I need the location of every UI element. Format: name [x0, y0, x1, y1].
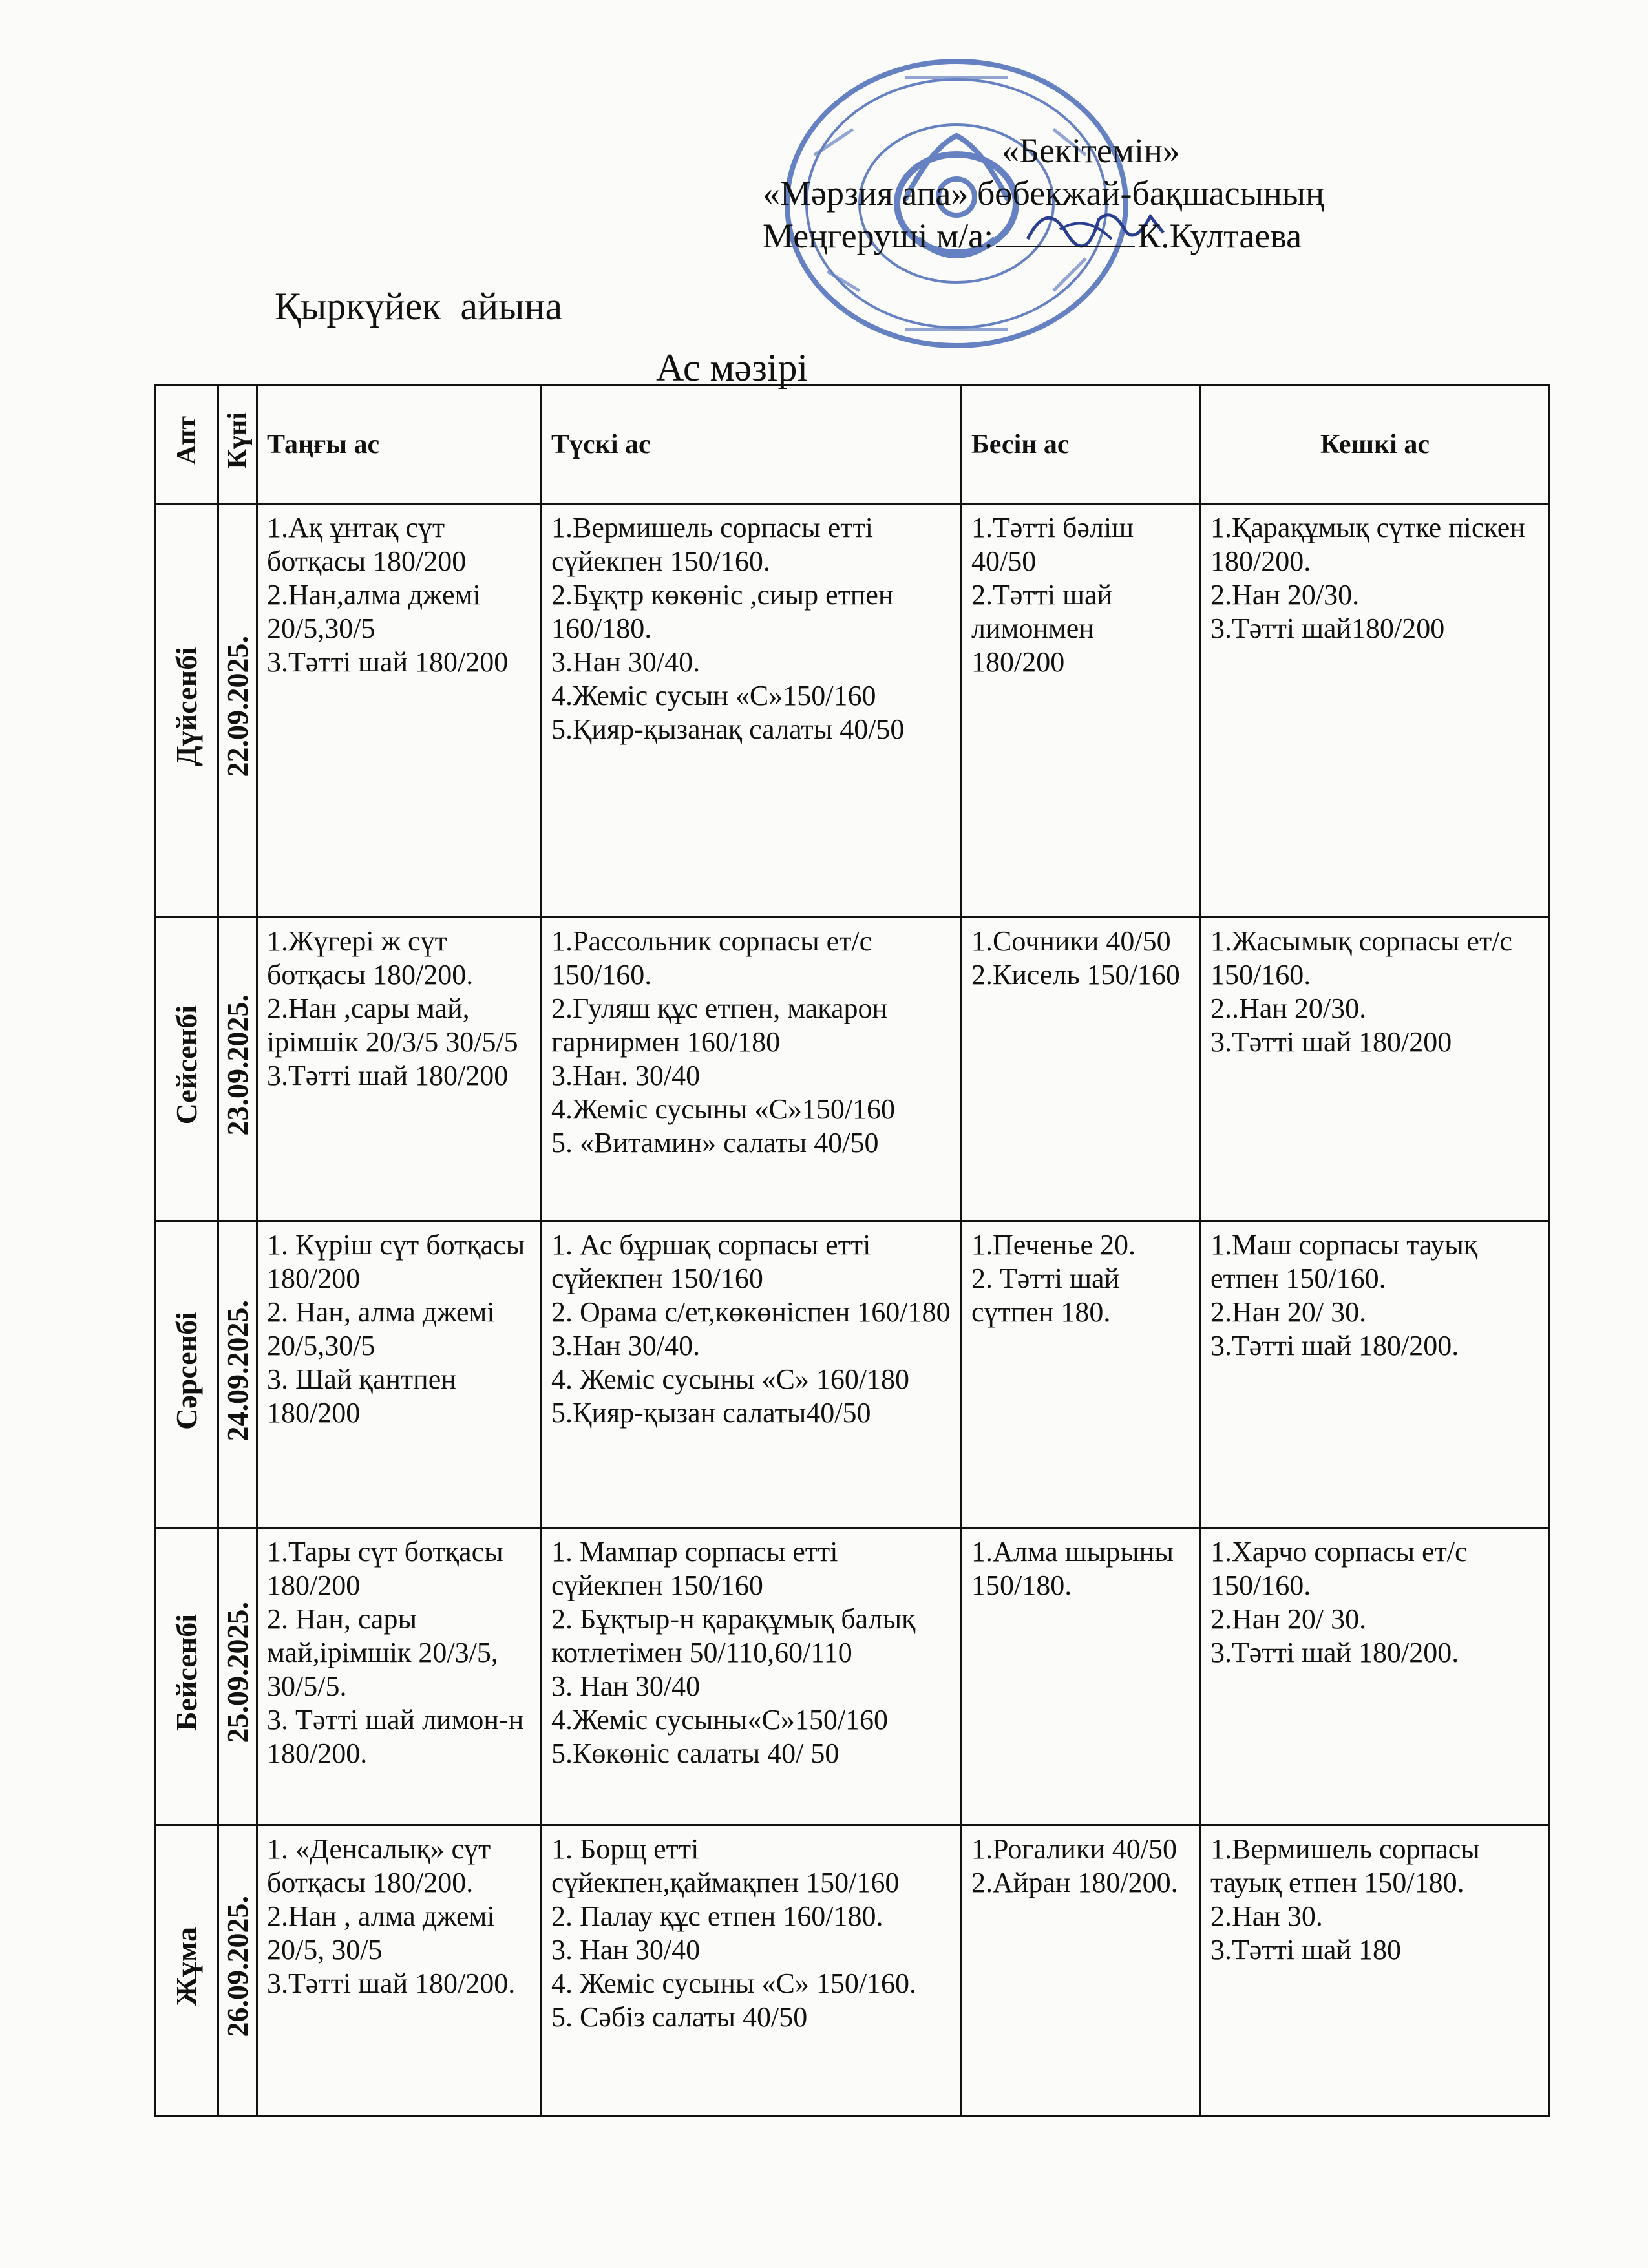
date-cell: 23.09.2025. [218, 918, 257, 1221]
lunch-cell [542, 918, 962, 1221]
snack-cell [962, 1221, 1201, 1528]
dinner-cell [1201, 1221, 1550, 1528]
lunch-item: 2. Орама с/ет,көкөніспен 160/180 [551, 1296, 951, 1328]
lunch-item: 4. Жеміс сусыны «С» 150/160. [551, 1968, 917, 1999]
snack-item: 1.Печенье 20. [971, 1229, 1136, 1261]
lunch-item: 4.Жеміс сусын «С»150/160 [551, 680, 876, 711]
breakfast-item: 2. Нан, алма джемі 20/5,30/5 [267, 1296, 495, 1361]
date-cell: 22.09.2025. [218, 504, 257, 918]
lunch-item: 2. Палау құс етпен 160/180. [551, 1900, 883, 1932]
lunch-item: 3.Нан 30/40. [551, 646, 701, 678]
lunch-item: 1. Мампар сорпасы етті сүйекпен 150/160 [551, 1536, 838, 1601]
header-snack: Бесін ас [962, 386, 1201, 504]
breakfast-cell [257, 1825, 542, 2116]
day-cell: Сейсенбі [155, 918, 218, 1221]
dinner-item: 1.Вермишель сорпасы тауық етпен 150/180. [1210, 1833, 1480, 1898]
breakfast-item: 2.Нан,алма джемі 20/5,30/5 [267, 579, 481, 644]
dinner-item: 3.Тәтті шай 180/200. [1210, 1637, 1459, 1668]
dinner-item: 3.Тәтті шай 180 [1210, 1934, 1402, 1966]
approval-signatory [763, 215, 1409, 257]
snack-item: 1.Сочники 40/50 [971, 925, 1171, 957]
lunch-item: 1. Борщ етті сүйекпен,қаймақпен 150/160 [551, 1833, 900, 1898]
header-breakfast: Таңғы ас [257, 386, 542, 504]
breakfast-item: 2.Нан ,сары май, ірімшік 20/3/5 30/5/5 [267, 992, 518, 1058]
breakfast-item: 2. Нан, сары май,ірімшік 20/3/5, 30/5/5. [267, 1603, 498, 1702]
approval-name: К.Култаева [1137, 216, 1302, 255]
dinner-cell [1201, 1825, 1550, 2116]
lunch-cell [542, 1528, 962, 1825]
lunch-item: 4.Жеміс сусыны«С»150/160 [551, 1704, 889, 1736]
lunch-item: 1.Рассольник сорпасы ет/с 150/160. [551, 925, 872, 991]
day-cell: Дүйсенбі [155, 504, 218, 918]
month-title: Қыркүйек айына [275, 285, 563, 328]
breakfast-cell [257, 918, 542, 1221]
snack-item: 2.Кисель 150/160 [971, 959, 1180, 991]
dinner-item: 2.Нан 20/ 30. [1210, 1603, 1367, 1635]
lunch-item: 2.Бұқтр көкөніс ,сиыр етпен 160/180. [551, 579, 894, 644]
breakfast-cell [257, 1221, 542, 1528]
dinner-item: 3.Тәтті шай 180/200 [1210, 1026, 1452, 1058]
lunch-item: 5.Қияр-қызанақ салаты 40/50 [551, 713, 905, 745]
day-cell: Бейсенбі [155, 1528, 218, 1825]
snack-item: 2.Айран 180/200. [971, 1867, 1178, 1898]
dinner-item: 3.Тәтті шай 180/200. [1210, 1330, 1459, 1361]
lunch-item: 1. Ас бұршақ сорпасы етті сүйекпен 150/160 [551, 1229, 871, 1294]
lunch-item: 2.Гуляш құс етпен, макарон гарнирмен 160/180 [551, 992, 888, 1058]
approval-role: Меңгеруші м/а: [763, 216, 994, 255]
breakfast-cell [257, 504, 542, 918]
dinner-item: 2.Нан 20/30. [1210, 579, 1360, 611]
table-row [155, 918, 1550, 1221]
approval-title: «Бекітемін» [1002, 131, 1180, 170]
breakfast-item: 3. Шай қантпен 180/200 [267, 1363, 456, 1429]
menu-title: Ас мәзірі [656, 346, 808, 389]
breakfast-item: 1.Жүгері ж сүт ботқасы 180/200. [267, 925, 474, 991]
breakfast-item: 3.Тәтті шай 180/200 [267, 646, 509, 678]
breakfast-item: 1. Күріш сүт ботқасы 180/200 [267, 1229, 525, 1294]
dinner-cell [1201, 504, 1550, 918]
breakfast-item: 2.Нан , алма джемі 20/5, 30/5 [267, 1900, 495, 1966]
dinner-item: 2.Нан 20/ 30. [1210, 1296, 1367, 1328]
table-row [155, 1825, 1550, 2116]
lunch-cell [542, 504, 962, 918]
table-header-row [155, 386, 1550, 504]
snack-item: 1.Алма шырыны 150/180. [971, 1536, 1174, 1601]
date-cell: 25.09.2025. [218, 1528, 257, 1825]
dinner-item: 1.Қарақұмық сүтке піскен 180/200. [1210, 512, 1525, 577]
snack-cell [962, 1825, 1201, 2116]
lunch-item: 5.Қияр-қызан салаты40/50 [551, 1397, 871, 1429]
table-row [155, 504, 1550, 918]
table-row [155, 1528, 1550, 1825]
breakfast-item: 1.Тары сүт ботқасы 180/200 [267, 1536, 503, 1601]
dinner-item: 1.Харчо сорпасы ет/с 150/160. [1210, 1536, 1468, 1601]
lunch-item: 3. Нан 30/40 [551, 1670, 701, 1702]
breakfast-item: 3.Тәтті шай 180/200. [267, 1968, 516, 1999]
lunch-item: 5. Сәбіз салаты 40/50 [551, 2001, 808, 2033]
dinner-item: 1.Маш сорпасы тауық етпен 150/160. [1210, 1229, 1478, 1294]
snack-cell [962, 918, 1201, 1221]
date-cell: 24.09.2025. [218, 1221, 257, 1528]
lunch-item: 4.Жеміс сусыны «С»150/160 [551, 1093, 896, 1125]
snack-item: 1.Тәтті бәліш 40/50 [971, 512, 1134, 577]
lunch-cell [542, 1825, 962, 2116]
menu-table [154, 384, 1550, 2117]
lunch-item: 5. «Витамин» салаты 40/50 [551, 1127, 879, 1159]
header-lunch: Түскі ас [542, 386, 962, 504]
lunch-item: 3.Нан. 30/40 [551, 1060, 701, 1091]
breakfast-item: 3.Тәтті шай 180/200 [267, 1060, 509, 1091]
dinner-item: 2..Нан 20/30. [1210, 992, 1367, 1024]
breakfast-item: 1. «Денсалық» сүт ботқасы 180/200. [267, 1833, 491, 1898]
header-date: Күні [218, 386, 257, 504]
lunch-item: 2. Бұқтыр-н қарақұмық балық котлетімен 50/110,60/110 [551, 1603, 916, 1668]
breakfast-item: 1.Ақ ұнтақ сүт ботқасы 180/200 [267, 512, 467, 577]
lunch-item: 3. Нан 30/40 [551, 1934, 701, 1966]
signature-line [996, 246, 1135, 247]
table-row [155, 1221, 1550, 1528]
header-dinner: Кешкі ас [1201, 386, 1550, 504]
dinner-item: 3.Тәтті шай180/200 [1210, 613, 1445, 644]
snack-item: 2. Тәтті шай сүтпен 180. [971, 1263, 1120, 1328]
lunch-item: 4. Жеміс сусыны «С» 160/180 [551, 1363, 910, 1395]
dinner-item: 1.Жасымық сорпасы ет/с 150/160. [1210, 925, 1512, 991]
day-cell: Сәрсенбі [155, 1221, 218, 1528]
breakfast-cell [257, 1528, 542, 1825]
snack-item: 1.Рогалики 40/50 [971, 1833, 1177, 1865]
snack-cell [962, 1528, 1201, 1825]
dinner-cell [1201, 1528, 1550, 1825]
breakfast-item: 3. Тәтті шай лимон-н 180/200. [267, 1704, 524, 1769]
dinner-cell [1201, 918, 1550, 1221]
date-cell: 26.09.2025. [218, 1825, 257, 2116]
header-week: Апт [155, 386, 218, 504]
lunch-item: 1.Вермишель сорпасы етті сүйекпен 150/160. [551, 512, 873, 577]
snack-item: 2.Тәтті шай лимонмен 180/200 [971, 579, 1113, 678]
dinner-item: 2.Нан 30. [1210, 1900, 1323, 1932]
snack-cell [962, 504, 1201, 918]
lunch-item: 5.Көкөніс салаты 40/ 50 [551, 1738, 840, 1769]
approval-block [763, 129, 1409, 257]
day-cell: Жұма [155, 1825, 218, 2116]
lunch-cell [542, 1221, 962, 1528]
approval-institution: «Мәрзия апа» бөбекжай-бақшасының [763, 174, 1324, 213]
lunch-item: 3.Нан 30/40. [551, 1330, 701, 1361]
